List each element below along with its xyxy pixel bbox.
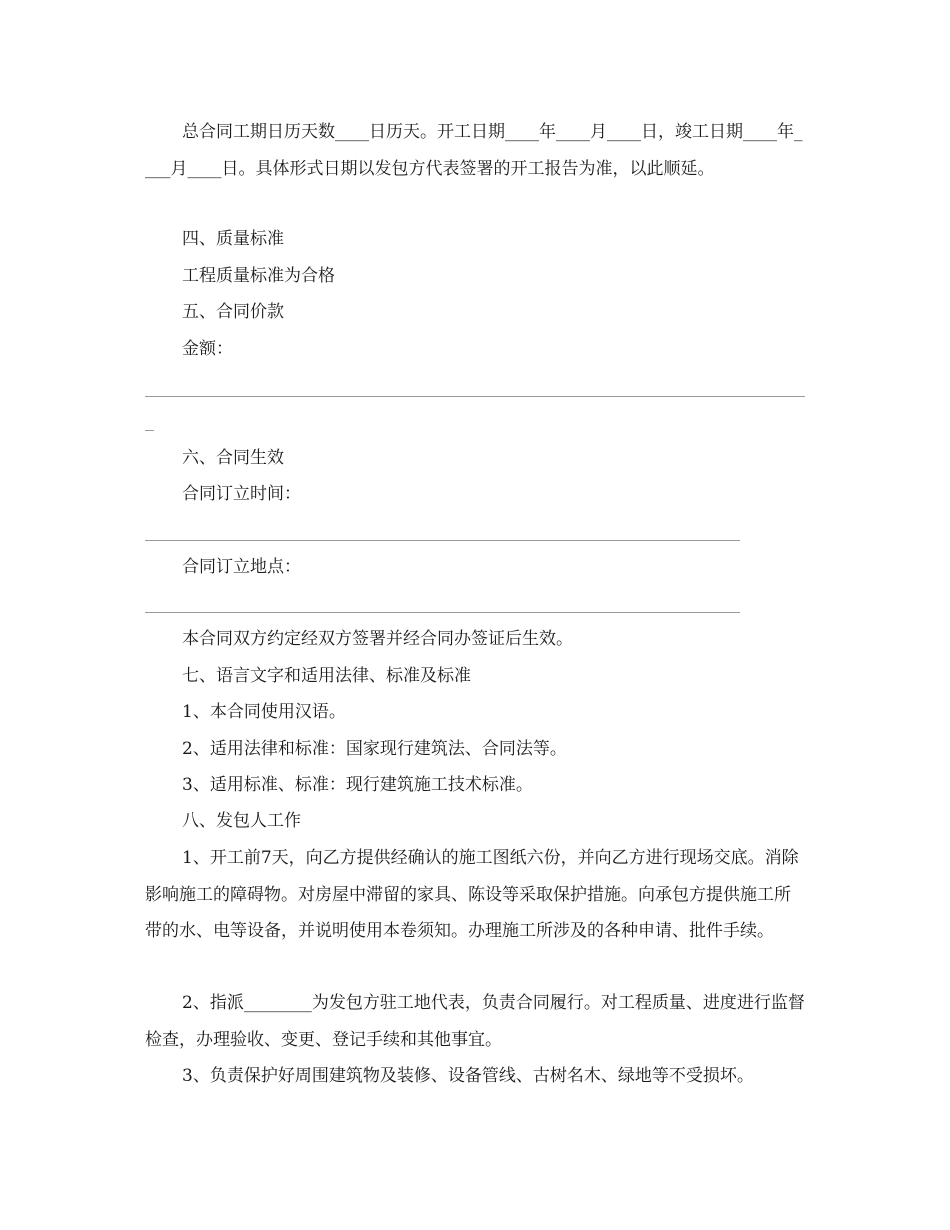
sign-place-label: 合同订立地点： <box>182 557 301 577</box>
heading-price: 五、合同价款 <box>182 302 284 322</box>
language-item-1: 1、本合同使用汉语。 <box>182 702 346 722</box>
paragraph-schedule: 总合同工期日历天数____日历天。开工日期____年____月____日，竣工日期____年____月____日。具体形式日期以发包方代表签署的开工报告为准，以此顺延。 <box>145 122 803 179</box>
heading-quality: 四、质量标准 <box>182 229 284 249</box>
sign-place-blank-line <box>145 612 740 613</box>
amount-blank-line <box>145 396 805 397</box>
quality-text: 工程质量标准为合格 <box>182 266 335 286</box>
amount-label: 金额： <box>182 339 233 359</box>
effect-text: 本合同双方约定经双方签署并经合同办签证后生效。 <box>182 629 573 649</box>
language-item-3: 3、适用标准、标准：现行建筑施工技术标准。 <box>182 775 533 795</box>
language-item-2: 2、适用法律和标准：国家现行建筑法、合同法等。 <box>182 739 567 759</box>
employer-item-1: 1、开工前7天，向乙方提供经确认的施工图纸六份，并向乙方进行现场交底。消除影响施工的障碍物。对房屋中滞留的家具、陈设等采取保护措施。向承包方提供施工所带的水、电等设备，并说明使用本卷须知。办理施工所涉及的各种申请、批件手续。 <box>145 848 799 941</box>
employer-item-3: 3、负责保护好周围建筑物及装修、设备管线、古树名木、绿地等不受损坏。 <box>182 1066 754 1086</box>
heading-effect: 六、合同生效 <box>182 448 284 468</box>
amount-blank-line-end <box>145 430 154 431</box>
heading-language: 七、语言文字和适用法律、标准及标准 <box>182 666 471 686</box>
heading-employer: 八、发包人工作 <box>182 811 301 831</box>
sign-time-blank-line <box>145 540 740 541</box>
sign-time-label: 合同订立时间： <box>182 484 301 504</box>
employer-item-2: 2、指派________为发包方驻工地代表，负责合同履行。对工程质量、进度进行监督检查，办理验收、变更、登记手续和其他事宜。 <box>145 993 805 1050</box>
